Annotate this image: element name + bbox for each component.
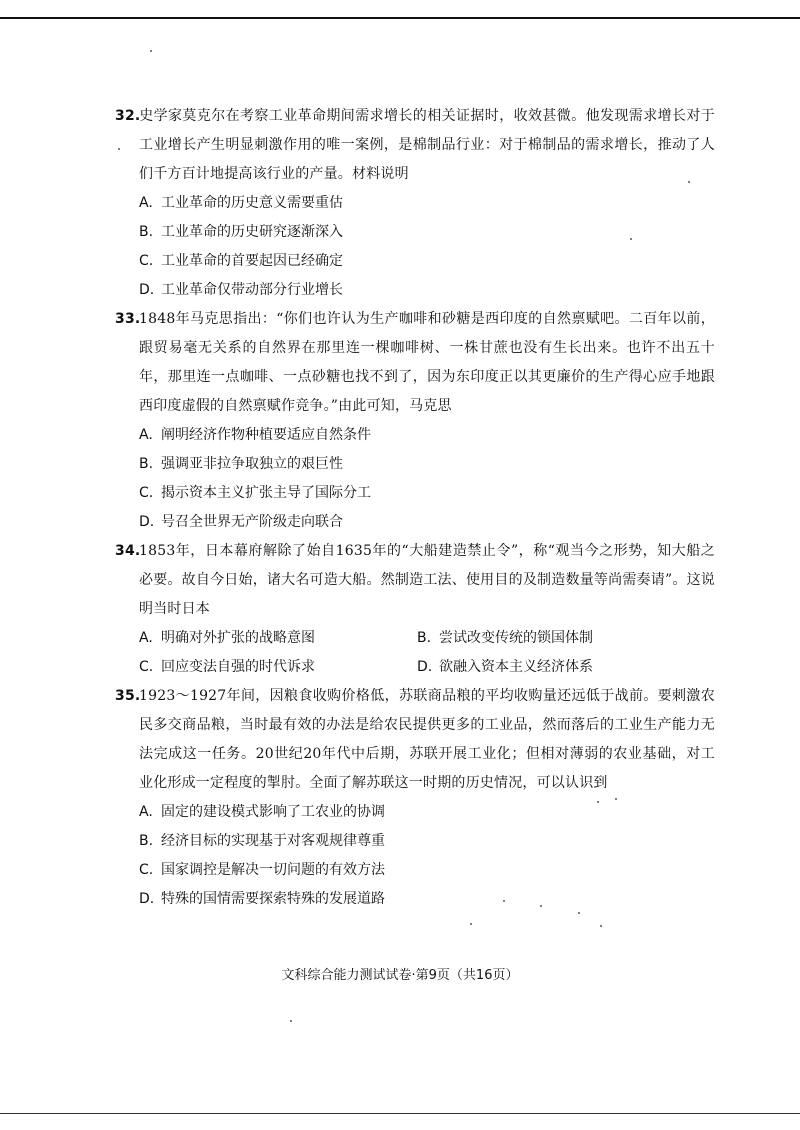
scan-speck <box>118 148 120 150</box>
bottom-border-line <box>0 1113 800 1114</box>
option-c: C. 揭示资本主义扩张主导了国际分工 <box>139 485 371 501</box>
scan-speck <box>150 50 152 52</box>
option-c: C. 回应变法自强的时代诉求 <box>139 659 315 675</box>
question-stem <box>115 682 715 798</box>
scan-speck <box>540 905 542 907</box>
option-b: B. 经济目标的实现基于对客观规律尊重 <box>139 833 385 849</box>
scan-speck <box>290 1020 292 1022</box>
scan-speck <box>578 912 580 914</box>
question-text: 1848年马克思指出：“你们也许认为生产咖啡和砂糖是西印度的自然禀赋吧。二百年以前，跟贸易毫无关系的自然界在那里连一棵咖啡树、一株甘蔗也没有生长出来。也许不出五十年，那里连一点咖啡、一点砂糖也找不到了，因为东印度正以其更廉价的生产得心应手地跟西印度虚假的自然禀赋作竞争。”由此可知，马克思 <box>139 311 715 414</box>
question-stem <box>115 102 715 189</box>
option-a: A. 工业革命的历史意义需要重估 <box>139 195 343 211</box>
option-a: A. 明确对外扩张的战略意图 <box>139 630 315 646</box>
option-list <box>115 421 715 537</box>
option-a: A. 阐明经济作物种植要适应自然条件 <box>139 427 371 443</box>
question-text: 史学家莫克尔在考察工业革命期间需求增长的相关证据时，收效甚微。他发现需求增长对于工业增长产生明显刺激作用的唯一案例，是棉制品行业：对于棉制品的需求增长，推动了人们千方百计地提高该行业的产量。材料说明 <box>139 108 715 182</box>
question-stem <box>115 537 715 624</box>
question-33 <box>115 305 715 537</box>
option-d: D. 欲融入资本主义经济体系 <box>417 659 593 675</box>
option-list <box>115 189 715 305</box>
top-border-line <box>0 17 800 19</box>
exam-questions <box>115 102 715 914</box>
option-a: A. 固定的建设模式影响了工农业的协调 <box>139 804 385 820</box>
scan-speck <box>630 238 632 240</box>
question-34 <box>115 537 715 682</box>
option-d: D. 工业革命仅带动部分行业增长 <box>139 282 343 298</box>
scan-speck <box>503 900 505 902</box>
question-number: 33. <box>115 311 141 327</box>
option-b: B. 强调亚非拉争取独立的艰巨性 <box>139 456 343 472</box>
scan-speck <box>600 925 602 927</box>
option-d: D. 特殊的国情需要探索特殊的发展道路 <box>139 891 385 907</box>
scan-speck <box>615 798 617 800</box>
option-list <box>115 798 715 914</box>
question-32 <box>115 102 715 305</box>
page-footer: 文科综合能力测试试卷·第9页（共16页） <box>281 968 519 983</box>
option-c: C. 国家调控是解决一切问题的有效方法 <box>139 862 385 878</box>
option-d: D. 号召全世界无产阶级走向联合 <box>139 514 343 530</box>
option-b: B. 工业革命的历史研究逐渐深入 <box>139 224 343 240</box>
option-c: C. 工业革命的首要起因已经确定 <box>139 253 343 269</box>
question-stem <box>115 305 715 421</box>
question-text: 1923～1927年间，因粮食收购价格低，苏联商品粮的平均收购量还远低于战前。要刺激农民多交商品粮，当时最有效的办法是给农民提供更多的工业品，然而落后的工业生产能力无法完成这一任务。20世纪20年代中后期，苏联开展工业化；但相对薄弱的农业基础，对工业化形成一定程度的掣肘。全面了解苏联这一时期的历史情况，可以认识到 <box>139 688 715 791</box>
question-number: 34. <box>115 543 141 559</box>
option-list <box>115 624 715 682</box>
option-b: B. 尝试改变传统的锁国体制 <box>417 630 593 646</box>
question-number: 35. <box>115 688 141 704</box>
scan-speck <box>597 801 599 803</box>
scan-speck <box>470 923 472 925</box>
question-35 <box>115 682 715 914</box>
scan-speck <box>688 181 690 183</box>
question-number: 32. <box>115 108 141 124</box>
question-text: 1853年，日本幕府解除了始自1635年的“大船建造禁止令”，称“观当今之形势，知大船之必要。故自今日始，诸大名可造大船。然制造工法、使用目的及制造数量等尚需奏请”。这说明当时日本 <box>139 543 715 617</box>
